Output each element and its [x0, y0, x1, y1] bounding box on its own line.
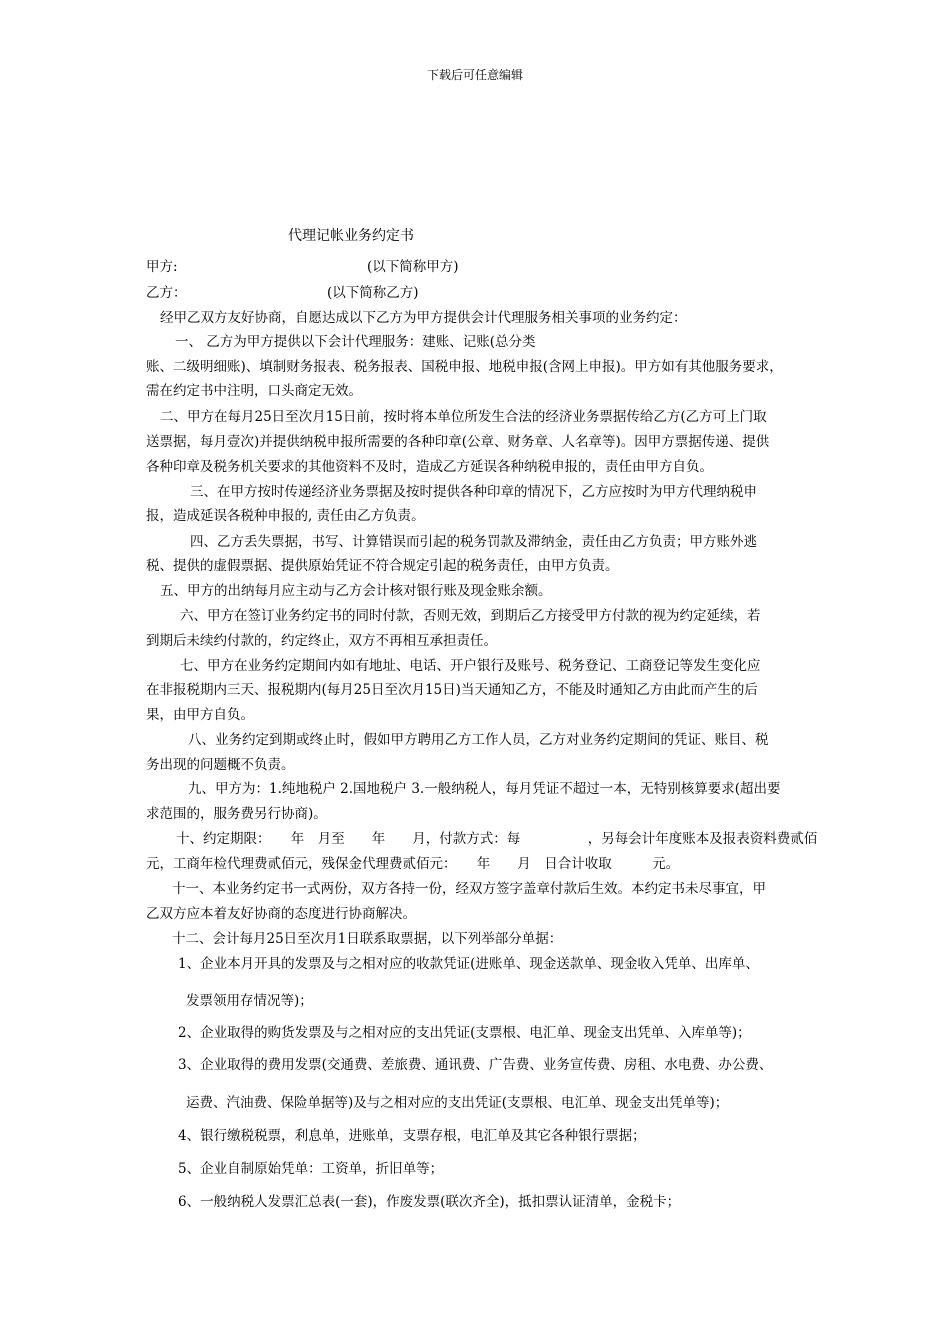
intro-line: 经甲乙双方友好协商，自愿达成以下乙方为甲方提供会计代理服务相关事项的业务约定： [160, 310, 687, 326]
clause-line: 求范围的，服务费另行协商)。 [146, 806, 327, 822]
document-list-item: 4、银行缴税税票，利息单，进账单，支票存根，电汇单及其它各种银行票据； [178, 1128, 646, 1144]
document-list-item: 发票领用存情况等)； [186, 993, 313, 1009]
clause-line: 一、 乙方为甲方提供以下会计代理服务：建账、记账(总分类 [175, 334, 536, 350]
clause-line: 到期后未续约付款的，约定终止，双方不再相互承担责任。 [146, 633, 497, 649]
document-list-item: 5、企业自制原始凭单：工资单，折旧单等； [178, 1161, 444, 1177]
document-title: 代理记帐业务约定书 [288, 228, 414, 244]
clause-line: 六、甲方在签订业务约定书的同时付款，否则无效，到期后乙方接受甲方付款的视为约定延续，若 [180, 608, 761, 624]
clause-line: 乙双方应本着友好协商的态度进行协商解决。 [146, 906, 416, 922]
clause-line: 各种印章及税务机关要求的其他资料不及时，造成乙方延误各种纳税申报的，责任由甲方自负。 [146, 459, 713, 475]
document-list-item: 2、企业取得的购货发票及与之相对应的支出凭证(支票根、电汇单、现金支出凭单、入库单等)； [178, 1025, 751, 1041]
clause-line: 送票据，每月壹次)并提供纳税申报所需要的各种印章(公章、财务章、人名章等)。因甲方票据传递、提供 [146, 434, 770, 450]
clause-line: 十二、会计每月25日至次月1日联系取票据，以下列举部分单据： [172, 931, 563, 947]
document-list-item: 1、企业本月开具的发票及与之相对应的收款凭证(进账单、现金送款单、现金收入凭单、出库单、 [178, 956, 759, 972]
document-list-item: 3、企业取得的费用发票(交通费、差旅费、通讯费、广告费、业务宣传费、房租、水电费、办公费、 [178, 1057, 773, 1073]
clause-line: 四、乙方丢失票据，书写、计算错误而引起的税务罚款及滞纳金，责任由乙方负责；甲方账外逃 [190, 534, 757, 550]
clause-line: 五、甲方的出纳每月应主动与乙方会计核对银行账及现金账余额。 [160, 583, 552, 599]
clause-line: 报，造成延误各税种申报的, 责任由乙方负责。 [146, 508, 425, 524]
clause-line: 三、在甲方按时传递经济业务票据及按时提供各种印章的情况下，乙方应按时为甲方代理纳税申 [190, 484, 757, 500]
party-a-label: 甲方: [146, 259, 178, 275]
document-list-item: 运费、汽油费、保险单据等)及与之相对应的支出凭证(支票根、电汇单、现金支出凭单等)； [186, 1095, 729, 1111]
clause-line: 税、提供的虚假票据、提供原始凭证不符合规定引起的税务责任，由甲方负责。 [146, 558, 619, 574]
party-b-label: 乙方： [146, 285, 187, 301]
party-a-note: (以下简称甲方) [367, 259, 459, 275]
clause-line: 九、甲方为：1.纯地税户 2.国地税户 3.一般纳税人，每月凭证不超过一本，无特别核算要求(超出要 [188, 781, 781, 797]
clause-line: 务出现的问题概不负责。 [146, 757, 295, 773]
clause-line: 在非报税期内三天、报税期内(每月25日至次月15日)当天通知乙方，不能及时通知乙方由此而产生的后 [146, 682, 758, 698]
clause-line: 八、业务约定到期或终止时，假如甲方聘用乙方工作人员，乙方对业务约定期间的凭证、账目、税 [188, 732, 769, 748]
page-header: 下载后可任意编辑 [426, 68, 523, 82]
clause-line: 需在约定书中注明，口头商定无效。 [146, 383, 362, 399]
clause-line: 元，工商年检代理费贰佰元，残保金代理费贰佰元： 年 月 日合计收取 元。 [146, 856, 680, 872]
clause-line: 十一、本业务约定书一式两份，双方各持一份，经双方签字盖章付款后生效。本约定书未尽事宜，甲 [172, 881, 766, 897]
clause-line: 账、二级明细账)、填制财务报表、税务报表、国税申报、地税申报(含网上申报)。甲方如有其他服务要求， [146, 359, 783, 375]
clause-line: 十、约定期限： 年 月至 年 月，付款方式：每 ，另每会计年度账本及报表资料费贰佰 [176, 831, 818, 847]
document-list-item: 6、一般纳税人发票汇总表(一套)，作废发票(联次齐全)，抵扣票认证清单，金税卡； [178, 1194, 681, 1210]
party-b-note: (以下简称乙方) [327, 285, 419, 301]
clause-line: 七、甲方在业务约定期间内如有地址、电话、开户银行及账号、税务登记、工商登记等发生变化应 [180, 658, 761, 674]
clause-line: 果，由甲方自负。 [146, 707, 254, 723]
clause-line: 二、甲方在每月25日至次月15日前，按时将本单位所发生合法的经济业务票据传给乙方(乙方可上门取 [160, 409, 767, 425]
